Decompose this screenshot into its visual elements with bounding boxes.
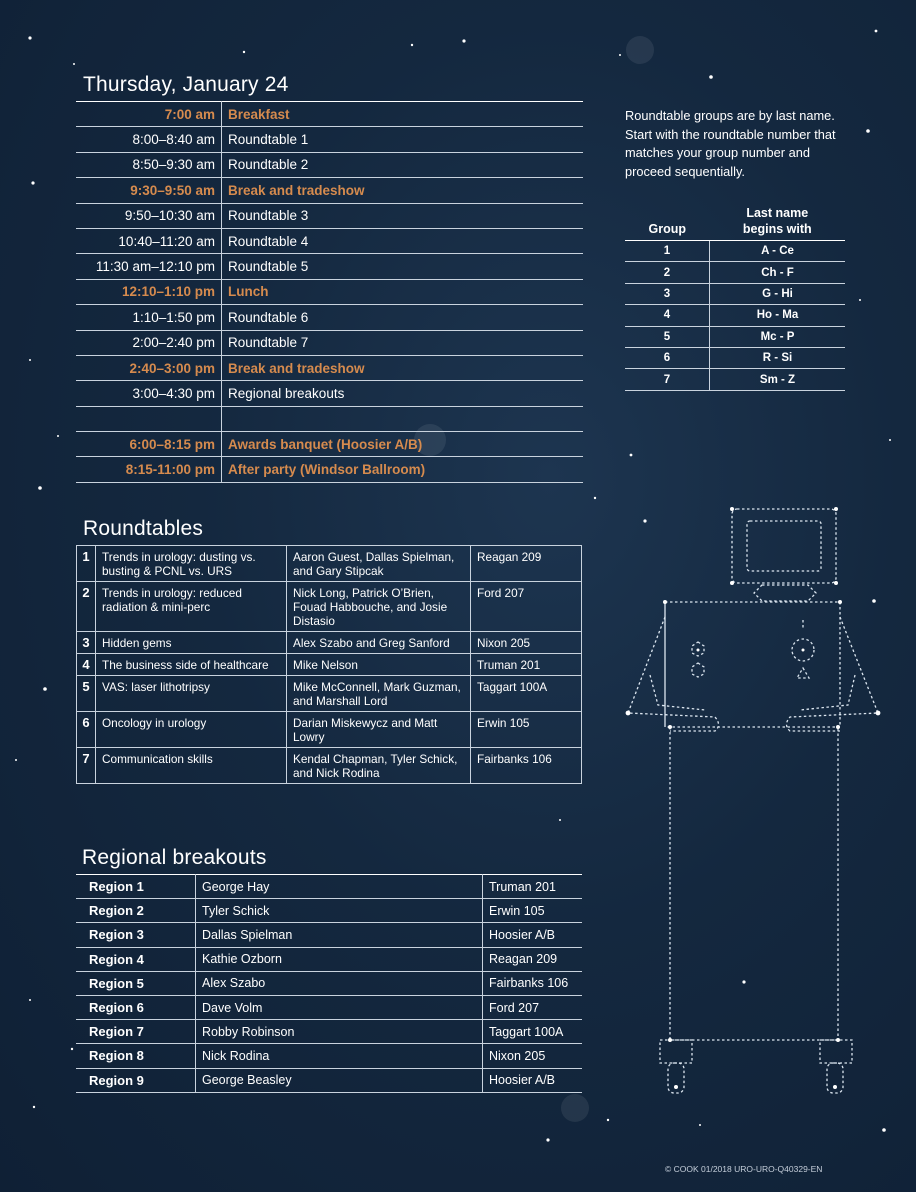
- roundtable-number: 6: [77, 712, 96, 748]
- schedule-time: 7:00 am: [76, 102, 222, 127]
- regions-title: Regional breakouts: [82, 846, 267, 869]
- group-number: 7: [625, 369, 710, 390]
- group-number: 4: [625, 305, 710, 326]
- region-room: Erwin 105: [483, 899, 583, 923]
- roundtable-row: [77, 676, 582, 712]
- schedule-row: [76, 203, 583, 228]
- roundtable-presenters: Aaron Guest, Dallas Spielman, and Gary Stipcak: [287, 546, 471, 582]
- region-row: [76, 947, 582, 971]
- roundtables-title: Roundtables: [83, 517, 204, 540]
- schedule-time: 2:40–3:00 pm: [76, 355, 222, 380]
- regions-table: [76, 874, 582, 1093]
- roundtable-topic: Trends in urology: reduced radiation & mini-perc: [96, 582, 287, 632]
- region-room: Nixon 205: [483, 1044, 583, 1068]
- roundtable-number: 7: [77, 748, 96, 784]
- roundtable-topic: Hidden gems: [96, 632, 287, 654]
- region-leader: Nick Rodina: [196, 1044, 483, 1068]
- schedule-time: 10:40–11:20 am: [76, 228, 222, 253]
- roundtable-row: [77, 582, 582, 632]
- region-leader: Kathie Ozborn: [196, 947, 483, 971]
- footer-copyright: © COOK 01/2018 URO-URO-Q40329-EN: [665, 1164, 823, 1174]
- region-room: Ford 207: [483, 995, 583, 1019]
- region-row: [76, 923, 582, 947]
- schedule-event: Lunch: [222, 279, 584, 304]
- group-lastname-range: R - Si: [710, 347, 846, 368]
- group-number: 5: [625, 326, 710, 347]
- robot-constellation-illustration: [620, 505, 890, 1105]
- schedule-table: [76, 101, 583, 483]
- schedule-time: 6:00–8:15 pm: [76, 432, 222, 457]
- schedule-event: Break and tradeshow: [222, 178, 584, 203]
- region-room: Hoosier A/B: [483, 923, 583, 947]
- schedule-event: After party (Windsor Ballroom): [222, 457, 584, 482]
- schedule-row: [76, 457, 583, 482]
- schedule-time: 3:00–4:30 pm: [76, 381, 222, 406]
- schedule-row: [76, 432, 583, 457]
- schedule-time: 1:10–1:50 pm: [76, 305, 222, 330]
- region-room: Reagan 209: [483, 947, 583, 971]
- roundtable-presenters: Darian Miskewycz and Matt Lowry: [287, 712, 471, 748]
- schedule-row: [76, 228, 583, 253]
- schedule-event: Break and tradeshow: [222, 355, 584, 380]
- group-row: [625, 305, 845, 326]
- schedule-row: [76, 381, 583, 406]
- schedule-row: [76, 178, 583, 203]
- group-number: 2: [625, 262, 710, 283]
- roundtable-presenters: Mike McConnell, Mark Guzman, and Marshall Lord: [287, 676, 471, 712]
- region-leader: Tyler Schick: [196, 899, 483, 923]
- schedule-row: [76, 330, 583, 355]
- roundtable-topic: Trends in urology: dusting vs. busting & PCNL vs. URS: [96, 546, 287, 582]
- roundtable-presenters: Kendal Chapman, Tyler Schick, and Nick Rodina: [287, 748, 471, 784]
- group-row: [625, 326, 845, 347]
- group-number: 1: [625, 241, 710, 262]
- groups-col-lastname: Last name begins with: [710, 205, 846, 241]
- groups-col-group: Group: [625, 205, 710, 241]
- roundtable-room: Ford 207: [471, 582, 582, 632]
- schedule-row: [76, 355, 583, 380]
- group-row: [625, 283, 845, 304]
- region-row: [76, 1020, 582, 1044]
- region-name: Region 1: [76, 875, 196, 899]
- schedule-time: 2:00–2:40 pm: [76, 330, 222, 355]
- group-number: 6: [625, 347, 710, 368]
- schedule-time: 9:30–9:50 am: [76, 178, 222, 203]
- region-row: [76, 1044, 582, 1068]
- roundtable-row: [77, 546, 582, 582]
- region-leader: Dave Volm: [196, 995, 483, 1019]
- group-lastname-range: Sm - Z: [710, 369, 846, 390]
- schedule-time: 11:30 am–12:10 pm: [76, 254, 222, 279]
- roundtable-row: [77, 632, 582, 654]
- schedule-row: [76, 152, 583, 177]
- group-lastname-range: A - Ce: [710, 241, 846, 262]
- schedule-time: [76, 406, 222, 431]
- region-name: Region 7: [76, 1020, 196, 1044]
- roundtable-row: [77, 712, 582, 748]
- groups-table: [625, 205, 845, 391]
- region-room: Truman 201: [483, 875, 583, 899]
- region-name: Region 2: [76, 899, 196, 923]
- region-leader: Robby Robinson: [196, 1020, 483, 1044]
- region-room: Taggart 100A: [483, 1020, 583, 1044]
- region-row: [76, 971, 582, 995]
- roundtables-table: [76, 545, 582, 784]
- schedule-event: [222, 406, 584, 431]
- schedule-event: Roundtable 3: [222, 203, 584, 228]
- roundtable-presenters: Mike Nelson: [287, 654, 471, 676]
- region-name: Region 3: [76, 923, 196, 947]
- roundtable-room: Erwin 105: [471, 712, 582, 748]
- schedule-row: [76, 254, 583, 279]
- schedule-event: Roundtable 4: [222, 228, 584, 253]
- group-row: [625, 262, 845, 283]
- schedule-time: 8:00–8:40 am: [76, 127, 222, 152]
- roundtable-number: 3: [77, 632, 96, 654]
- schedule-time: 12:10–1:10 pm: [76, 279, 222, 304]
- schedule-row: [76, 127, 583, 152]
- schedule-event: Awards banquet (Hoosier A/B): [222, 432, 584, 457]
- schedule-event: Roundtable 2: [222, 152, 584, 177]
- group-lastname-range: G - Hi: [710, 283, 846, 304]
- group-lastname-range: Ch - F: [710, 262, 846, 283]
- schedule-event: Regional breakouts: [222, 381, 584, 406]
- roundtable-number: 1: [77, 546, 96, 582]
- roundtable-room: Nixon 205: [471, 632, 582, 654]
- schedule-time: 8:15-11:00 pm: [76, 457, 222, 482]
- roundtable-room: Taggart 100A: [471, 676, 582, 712]
- region-name: Region 9: [76, 1068, 196, 1092]
- region-room: Hoosier A/B: [483, 1068, 583, 1092]
- group-lastname-range: Ho - Ma: [710, 305, 846, 326]
- region-leader: Dallas Spielman: [196, 923, 483, 947]
- schedule-row: [76, 406, 583, 431]
- schedule-time: 8:50–9:30 am: [76, 152, 222, 177]
- region-leader: George Beasley: [196, 1068, 483, 1092]
- region-name: Region 6: [76, 995, 196, 1019]
- region-leader: Alex Szabo: [196, 971, 483, 995]
- groups-note: Roundtable groups are by last name. Start with the roundtable number that matches your group number and proceed sequentially.: [625, 108, 836, 179]
- group-row: [625, 369, 845, 390]
- region-row: [76, 1068, 582, 1092]
- region-name: Region 8: [76, 1044, 196, 1068]
- schedule-row: [76, 279, 583, 304]
- schedule-row: [76, 102, 583, 127]
- schedule-title: Thursday, January 24: [83, 73, 289, 96]
- group-row: [625, 347, 845, 368]
- region-room: Fairbanks 106: [483, 971, 583, 995]
- group-lastname-range: Mc - P: [710, 326, 846, 347]
- roundtable-topic: The business side of healthcare: [96, 654, 287, 676]
- roundtable-presenters: Nick Long, Patrick O’Brien, Fouad Habbouche, and Josie Distasio: [287, 582, 471, 632]
- group-number: 3: [625, 283, 710, 304]
- roundtable-room: Truman 201: [471, 654, 582, 676]
- roundtable-number: 5: [77, 676, 96, 712]
- region-name: Region 4: [76, 947, 196, 971]
- schedule-event: Roundtable 7: [222, 330, 584, 355]
- region-row: [76, 875, 582, 899]
- region-row: [76, 899, 582, 923]
- roundtable-room: Fairbanks 106: [471, 748, 582, 784]
- roundtable-row: [77, 654, 582, 676]
- roundtable-topic: Oncology in urology: [96, 712, 287, 748]
- schedule-row: [76, 305, 583, 330]
- roundtable-topic: Communication skills: [96, 748, 287, 784]
- roundtable-row: [77, 748, 582, 784]
- schedule-time: 9:50–10:30 am: [76, 203, 222, 228]
- schedule-event: Roundtable 5: [222, 254, 584, 279]
- roundtable-presenters: Alex Szabo and Greg Sanford: [287, 632, 471, 654]
- region-name: Region 5: [76, 971, 196, 995]
- roundtable-number: 2: [77, 582, 96, 632]
- roundtable-number: 4: [77, 654, 96, 676]
- region-leader: George Hay: [196, 875, 483, 899]
- roundtable-topic: VAS: laser lithotripsy: [96, 676, 287, 712]
- schedule-event: Roundtable 6: [222, 305, 584, 330]
- group-row: [625, 241, 845, 262]
- region-row: [76, 995, 582, 1019]
- roundtable-room: Reagan 209: [471, 546, 582, 582]
- schedule-event: Roundtable 1: [222, 127, 584, 152]
- schedule-event: Breakfast: [222, 102, 584, 127]
